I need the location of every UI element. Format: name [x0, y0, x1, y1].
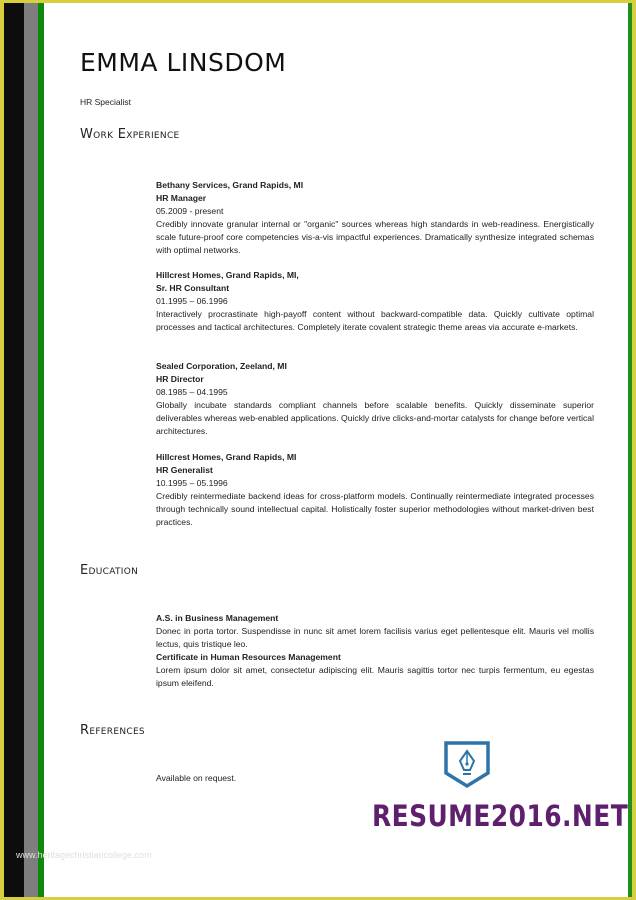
left-black-bar: [4, 3, 24, 897]
job-description: Globally incubate standards compliant channels before scalable benefits. Quickly disseminate superior deliverables whereas web-enabled applications. Quickly drive clicks-and-mortar catalysts for change before vertical architectures.: [156, 400, 594, 436]
education-degree: Certificate in Human Resources Management: [156, 652, 341, 662]
job-title: Sr. HR Consultant: [156, 283, 230, 293]
job-company: Sealed Corporation, Zeeland, MI: [156, 361, 287, 371]
job-company: Hillcrest Homes, Grand Rapids, MI,: [156, 270, 299, 280]
left-green-bar: [38, 3, 44, 897]
job-description: Credibly reintermediate backend ideas for cross-platform models. Continually reintermediate integrated processes through technically sound intellectual capital. Holistically foster superior methodologies without market-driven best practices.: [156, 491, 594, 527]
section-heading-references: References: [80, 723, 145, 738]
education-description: Lorem ipsum dolor sit amet, consectetur adipiscing elit. Mauris sagittis tortor nec turpis fermentum, eu egestas ipsum eleifend.: [156, 665, 594, 688]
job-dates: 10.1995 – 05.1996: [156, 478, 228, 488]
job-entry: [156, 269, 594, 334]
section-heading-work: Work Experience: [80, 127, 180, 142]
job-entry: [156, 179, 594, 257]
job-dates: 05.2009 - present: [156, 206, 224, 216]
education-description: Donec in porta tortor. Suspendisse in nunc sit amet lorem facilisis varius eget pellentesque elit. Mauris vel mollis lectus, quis tristique leo.: [156, 626, 594, 649]
job-title: HR Director: [156, 374, 204, 384]
pen-nib-badge-icon: [442, 739, 492, 789]
section-heading-education: Education: [80, 563, 139, 578]
job-company: Bethany Services, Grand Rapids, MI: [156, 180, 304, 190]
job-description: Interactively procrastinate high-payoff content without backward-compatible data. Quickly cultivate optimal processes and tactical architectures. Completely iterate covalent strategic theme areas via accurate e-markets.: [156, 309, 594, 332]
left-gray-bar: [24, 3, 38, 897]
job-dates: 01.1995 – 06.1996: [156, 296, 228, 306]
job-title: HR Manager: [156, 193, 207, 203]
right-green-border: [628, 3, 632, 897]
job-dates: 08.1985 – 04.1995: [156, 387, 228, 397]
education-degree: A.S. in Business Management: [156, 613, 279, 623]
candidate-name: EMMA LINSDOM: [80, 48, 287, 77]
job-entry: [156, 451, 594, 529]
watermark-text: www.heritagechristiancollege.com: [16, 850, 152, 860]
references-text: Available on request.: [156, 773, 237, 783]
job-company: Hillcrest Homes, Grand Rapids, MI: [156, 452, 297, 462]
resume-page: [4, 3, 632, 897]
job-title: HR Generalist: [156, 465, 213, 475]
job-entry: [156, 360, 594, 438]
education-entries: [156, 612, 594, 690]
job-description: Credibly innovate granular internal or "organic" sources whereas high standards in web-readiness. Energistically scale future-proof core competencies vis-a-vis impactful experiences. Dramatically synthesize integrated schemas with optimal networks.: [156, 219, 594, 255]
brand-wordmark: RESUME2016.NET: [372, 799, 629, 833]
candidate-title: HR Specialist: [80, 97, 132, 107]
